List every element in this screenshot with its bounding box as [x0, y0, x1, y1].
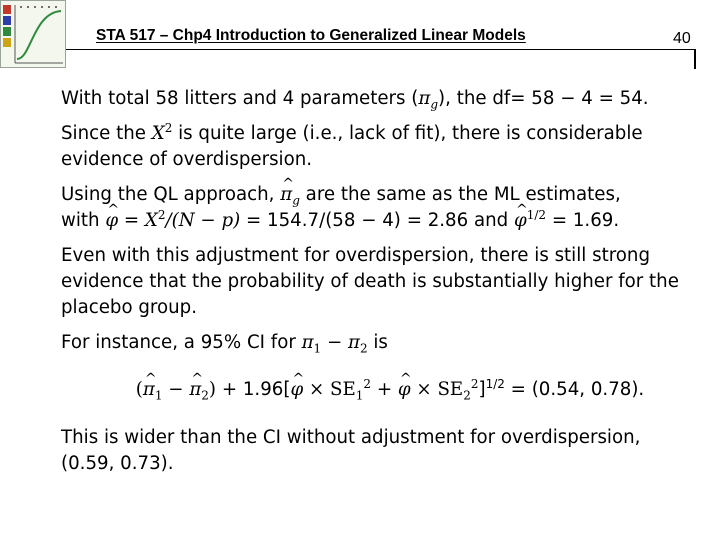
paragraph-ql-approach: Using the QL approach, ^ $\pi_g$ are the same as the ML estimates, with ^ $\varphi = X^2/(N - p) = 154.7/(58 - 4) = 2.86$ and ^ $\varphi^{1/2} = 1.69$.: [61, 182, 693, 234]
paragraph-ci-intro: For instance, a 95% CI for $\pi_1 - \pi_2$ is: [61, 332, 388, 356]
paragraph-comparison: This is wider than the CI without adjustment for overdispersion, (0.59, 0.73).: [61, 427, 641, 474]
header-rule: [66, 49, 695, 50]
ci-formula: (^ $\pi_1$ − ^ $\pi_2$) + 1.96[^ $\varphi \times SE_1^2$ + ^ $\varphi \times SE_2^2]^{1/2} = (0.54$, 0.78).: [61, 377, 693, 403]
paragraph-adjustment: Even with this adjustment for overdispersion, there is still strong evidence that the probability of death is substantially higher for the placebo group.: [61, 245, 679, 318]
logistic-curve-icon: [1, 1, 67, 69]
slide-body: [61, 86, 693, 477]
paragraph-lack-of-fit: Since the $X^2$ is quite large (i.e., lack of fit), there is considerable evidence of overdispersion.: [61, 120, 643, 170]
header-rule-tick: [694, 49, 696, 69]
slide-title: STA 517 – Chp4 Introduction to Generalized Linear Models: [96, 27, 526, 44]
course-logo: [0, 0, 66, 68]
paragraph-df: With total 58 litters and 4 parameters $(\pi_g)$, the df= 58 − 4 = 54.: [61, 88, 649, 112]
page-number: 40: [673, 30, 691, 47]
